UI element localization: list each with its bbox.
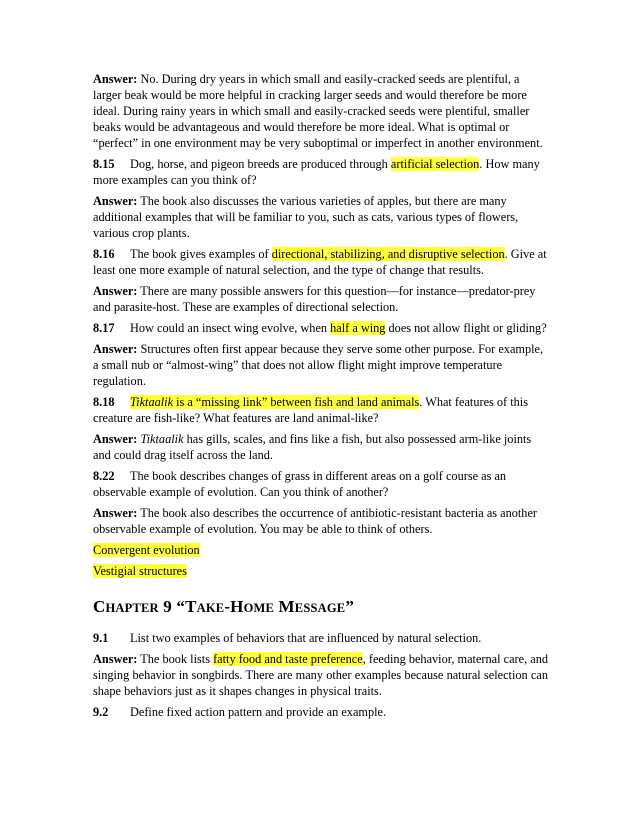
highlight: Convergent evolution — [93, 543, 200, 557]
answer-text: Structures often first appear because they serve some other purpose. For example, a small nub or “almost-wing” that does not allow flight might improve temperature regulation. — [93, 342, 544, 388]
document-page — [93, 71, 548, 725]
question-8-18 — [93, 394, 548, 426]
highlight: artificial selection — [390, 157, 480, 171]
heading-part: HAPTER — [105, 601, 159, 615]
heading-part: OME — [243, 601, 275, 615]
answer-label: Answer: — [93, 652, 138, 666]
answer-label: Answer: — [93, 432, 138, 446]
question-text-end: . Give at least one more example of natural selection, and the type of change that results. — [93, 247, 547, 277]
question-number: 8.15 — [93, 157, 115, 171]
question-number: 9.1 — [93, 631, 109, 645]
question-number: 9.2 — [93, 705, 109, 719]
highlight: half a wing — [330, 321, 386, 335]
answer-label: Answer: — [93, 506, 138, 520]
answer-text: The book lists — [137, 652, 214, 666]
heading-part: -H — [224, 597, 244, 616]
highlight: fatty food and taste preference — [213, 652, 363, 666]
answer-8-18 — [93, 431, 548, 463]
question-text: How could an insect wing evolve, when — [130, 321, 331, 335]
heading-part: ESSAGE — [294, 601, 346, 615]
highlight: Vestigial structures — [93, 564, 187, 578]
heading-part: 9 “T — [158, 597, 197, 616]
term-vestigial-structures — [93, 563, 548, 579]
question-8-16 — [93, 246, 548, 278]
question-number: 8.16 — [93, 247, 115, 261]
heading-part: M — [274, 597, 295, 616]
answer-text: The book also describes the occurrence of antibiotic-resistant bacteria as another observable example of evolution. You may be able to think of others. — [93, 506, 538, 536]
question-8-15 — [93, 156, 548, 188]
heading-part: C — [93, 597, 106, 616]
question-text-end: . What features of this creature are fish-like? What features are land animal-like? — [93, 395, 528, 425]
highlight-italic: Tiktaalik — [130, 395, 174, 409]
question-8-22 — [93, 468, 548, 500]
question-text: The book describes changes of grass in different areas on a golf course as an observable example of evolution. Can you think of another? — [93, 469, 507, 499]
question-number: 8.17 — [93, 321, 115, 335]
answer-8-17 — [93, 341, 548, 389]
answer-text: No. During dry years in which small and easily-cracked seeds are plentiful, a larger beak would be more helpful in cracking larger seeds and would therefore be more ideal. During rainy years in which small and easily-cracked seeds were plentiful, smaller beaks would be advantageous and would therefore be more ideal. What is optimal or “perfect” in one environment may be very suboptimal or imperfect in another environment. — [93, 72, 543, 150]
highlight: is a “missing link” between fish and land animals — [173, 395, 420, 409]
answer-label: Answer: — [93, 194, 138, 208]
question-text: The book gives examples of — [130, 247, 272, 261]
heading-part: ” — [345, 597, 355, 616]
heading-part: AKE — [196, 601, 225, 615]
answer-8-22 — [93, 505, 548, 537]
question-8-17 — [93, 320, 548, 336]
question-text: List two examples of behaviors that are influenced by natural selection. — [130, 631, 482, 645]
question-number: 8.22 — [93, 469, 115, 483]
answer-text: There are many possible answers for this question—for instance—predator-prey and parasite-host. These are examples of directional selection. — [93, 284, 536, 314]
question-text-end: does not allow flight or gliding? — [385, 321, 547, 335]
answer-paragraph — [93, 71, 548, 151]
answer-label: Answer: — [93, 72, 138, 86]
answer-text-end: , feeding behavior, maternal care, and singing behavior in songbirds. There are many other examples because natural selection can shape behaviors just as it shapes changes in physical traits. — [93, 652, 548, 698]
answer-italic: Tiktaalik — [140, 432, 184, 446]
question-9-2 — [93, 704, 548, 720]
question-number: 8.18 — [93, 395, 115, 409]
answer-label: Answer: — [93, 342, 138, 356]
answer-8-16 — [93, 283, 548, 315]
question-text-end: . How many more examples can you think of? — [93, 157, 540, 187]
question-text: Define fixed action pattern and provide an example. — [130, 705, 387, 719]
answer-9-1 — [93, 651, 548, 699]
term-convergent-evolution — [93, 542, 548, 558]
answer-label: Answer: — [93, 284, 138, 298]
answer-8-15 — [93, 193, 548, 241]
answer-text: The book also discusses the various varieties of apples, but there are many additional examples that will be familiar to you, such as cats, various types of flowers, various crop plants. — [93, 194, 519, 240]
question-text: Dog, horse, and pigeon breeds are produced through — [130, 157, 391, 171]
answer-text: has gills, scales, and fins like a fish, but also possessed arm-like joints and could drag itself across the land. — [93, 432, 532, 462]
highlight: directional, stabilizing, and disruptive selection — [271, 247, 505, 261]
question-9-1 — [93, 630, 548, 646]
chapter-heading — [93, 599, 548, 616]
